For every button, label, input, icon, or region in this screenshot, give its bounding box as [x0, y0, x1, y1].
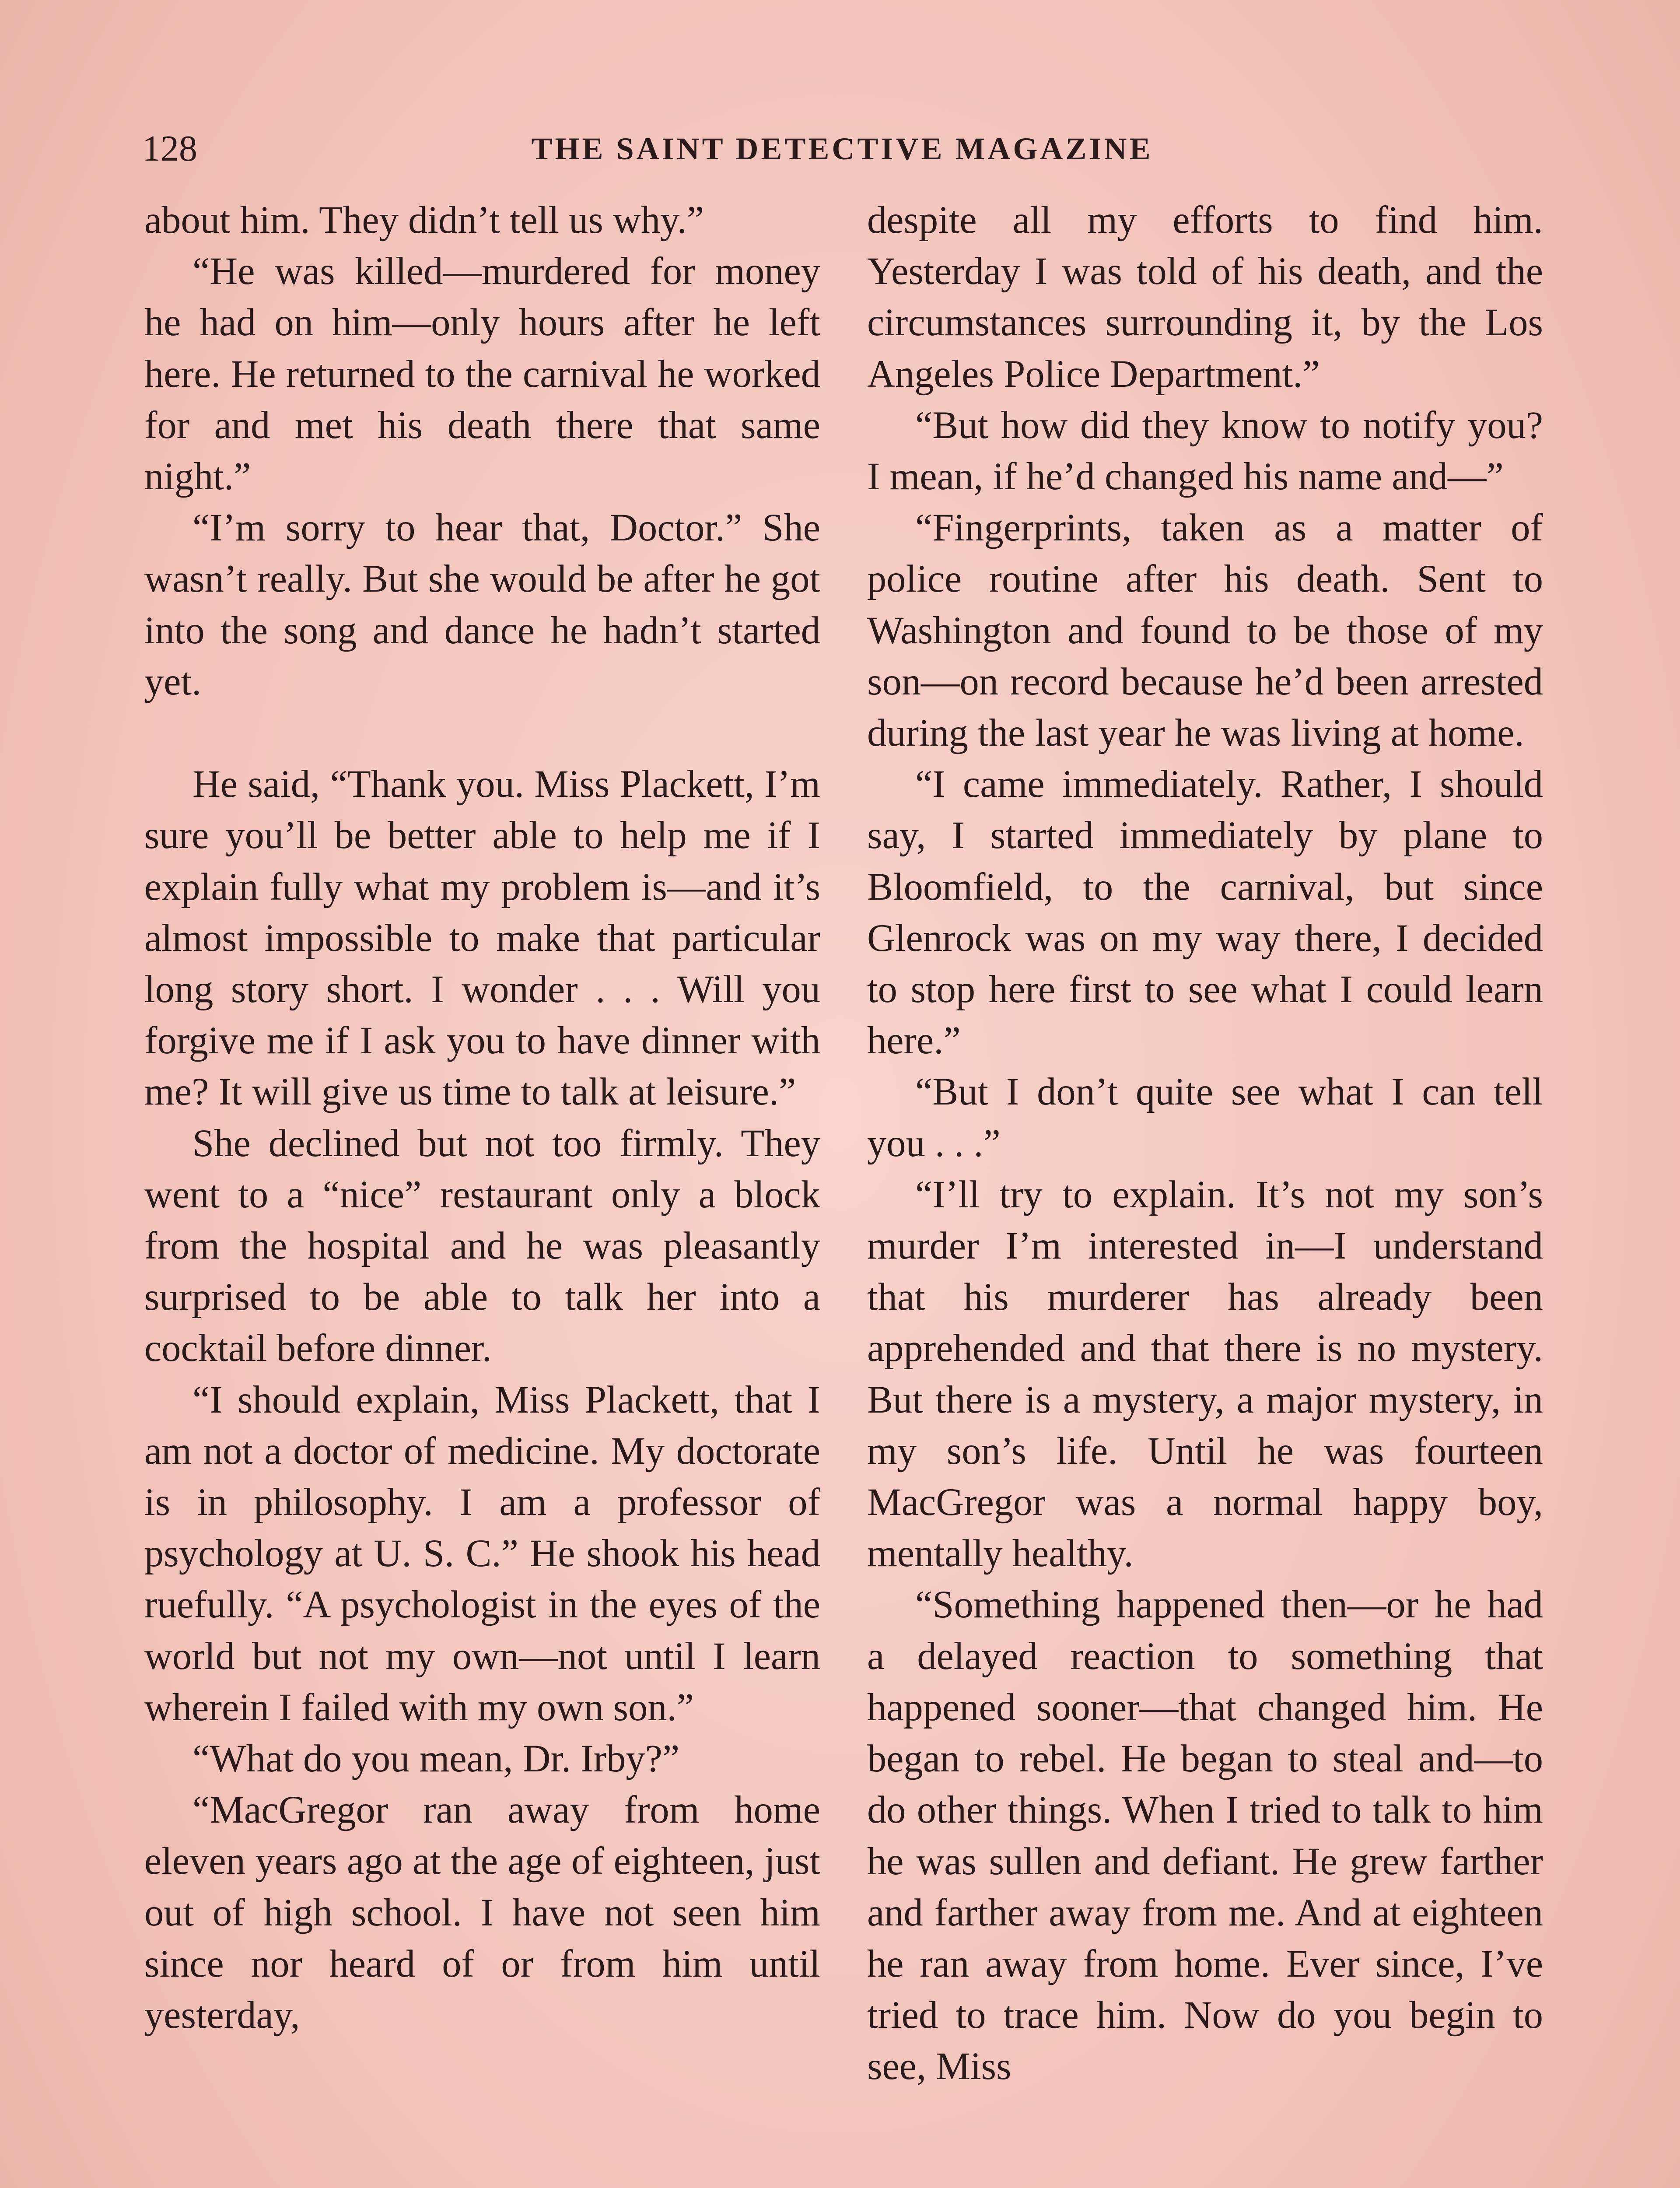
paragraph: “MacGregor ran away from home eleven years ago at the age of eighteen, just out of high school. I have not seen him since nor heard of or from him until yesterday,	[144, 1788, 820, 2037]
paragraph: “He was killed—murdered for money he had on him—only hours after he left here. He returned to the carnival he worked for and met his death there that same night.”	[144, 250, 820, 498]
magazine-title: THE SAINT DETECTIVE MAGAZINE	[531, 131, 1153, 166]
paragraph: She declined but not too firmly. They went to a “nice” restaurant only a block from the hospital and he was pleasantly surprised to be able to talk her into a cocktail before dinner.	[144, 1122, 820, 1370]
paragraph: despite all my efforts to find him. Yesterday I was told of his death, and the circumstances surrounding it, by the Los Angeles Police Department.”	[867, 199, 1543, 396]
paragraph: “I’ll try to explain. It’s not my son’s murder I’m interested in—I understand that his murderer has already been apprehended and that there is no mystery. But there is a mystery, a major mystery, in my son’s life. Until he was fourteen MacGregor was a normal happy boy, mentally healthy.	[867, 1173, 1543, 1575]
paragraph: He said, “Thank you. Miss Plackett, I’m sure you’ll be better able to help me if I explain fully what my problem is—and it’s almost impossible to make that particular long story short. I wonder . . . Will you forgive me if I ask you to have dinner with me? It will give us time to talk at leisure.”	[144, 763, 820, 1114]
paragraph: about him. They didn’t tell us why.”	[144, 199, 704, 242]
paragraph: “Fingerprints, taken as a matter of police routine after his death. Sent to Washington and found to be those of my son—on record because he’d been arrested during the last year he was living at home.	[867, 506, 1543, 755]
page-number: 128	[142, 128, 197, 169]
paragraph: “But how did they know to notify you? I mean, if he’d changed his name and—”	[867, 403, 1543, 498]
page-header	[142, 123, 1542, 175]
paragraph: “I’m sorry to hear that, Doctor.” She wasn’t really. But she would be after he got into the song and dance he hadn’t started yet.	[144, 506, 820, 703]
paragraph: “I came immediately. Rather, I should say, I started immediately by plane to Bloomfield, to the carnival, but since Glenrock was on my way there, I decided to stop here first to see what I could learn here.”	[867, 763, 1543, 1062]
right-column	[867, 195, 1543, 2093]
paragraph: “But I don’t quite see what I can tell you . . .”	[867, 1070, 1543, 1165]
paragraph: “I should explain, Miss Plackett, that I am not a doctor of medicine. My doctorate is in philosophy. I am a professor of psychology at U. S. C.” He shook his head ruefully. “A psychologist in the eyes of the world but not my own—not until I learn wherein I failed with my own son.”	[144, 1378, 820, 1729]
paragraph: “What do you mean, Dr. Irby?”	[192, 1737, 680, 1781]
paragraph: “Something happened then—or he had a delayed reaction to something that happened sooner—that changed him. He began to rebel. He began to steal and—to do other things. When I tried to talk to him he was sullen and defiant. He grew farther and farther away from me. And at eighteen he ran away from home. Ever since, I’ve tried to trace him. Now do you begin to see, Miss	[867, 1583, 1543, 2088]
left-column	[144, 195, 820, 2041]
